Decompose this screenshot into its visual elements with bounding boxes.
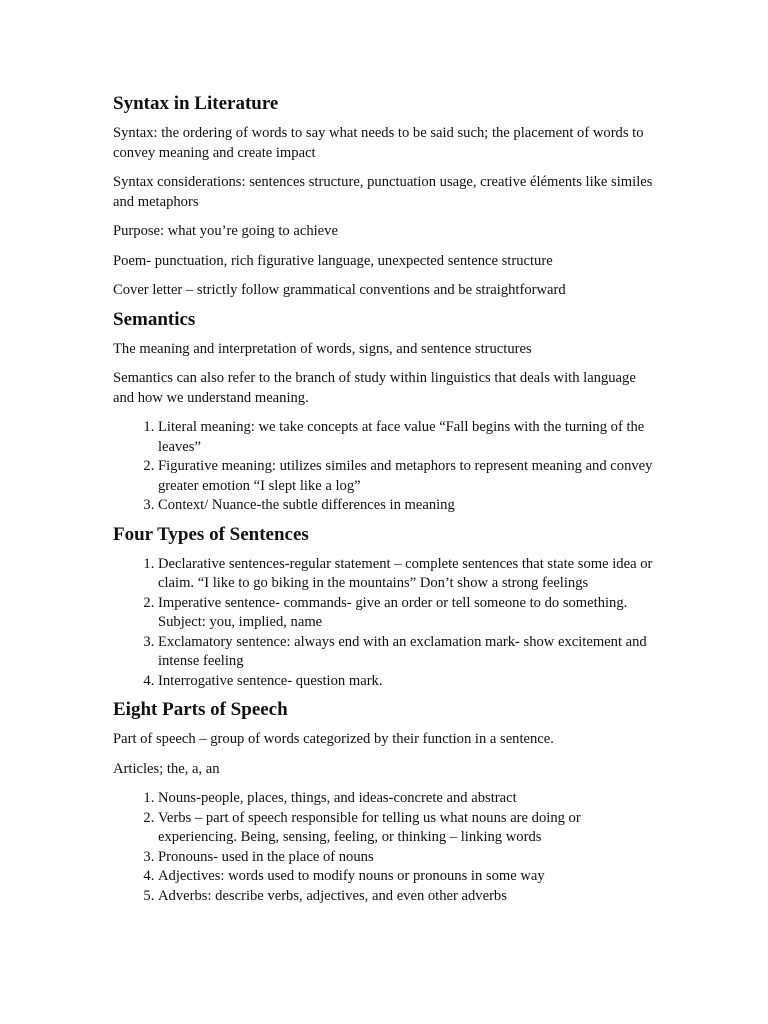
- document-page: [113, 91, 658, 906]
- paragraph-cover-letter: Cover letter – strictly follow grammatical conventions and be straightforward: [113, 282, 566, 298]
- paragraph-syntax-definition: Syntax: the ordering of words to say what needs to be said such; the placement of words to convey meaning and create impact: [113, 125, 644, 161]
- paragraph-part-of-speech: Part of speech – group of words categorized by their function in a sentence.: [113, 731, 554, 747]
- list-item: 3. Exclamatory sentence: always end with an exclamation mark- show excitement and intense feeling: [158, 633, 658, 672]
- list-item: 1. Nouns-people, places, things, and ideas-concrete and abstract: [158, 789, 658, 809]
- paragraph-semantics-linguistics: Semantics can also refer to the branch of study within linguistics that deals with language and how we understand meaning.: [113, 370, 636, 406]
- list-item: 4. Interrogative sentence- question mark.: [158, 672, 658, 692]
- paragraph-poem: Poem- punctuation, rich figurative language, unexpected sentence structure: [113, 252, 553, 269]
- list-item: 2. Verbs – part of speech responsible for telling us what nouns are doing or experiencing. Being, sensing, feeling, or thinking – linking words: [158, 809, 658, 848]
- heading-syntax-in-literature: Syntax in Literature: [113, 93, 279, 114]
- paragraph-semantics-meaning: The meaning and interpretation of words, signs, and sentence structures: [113, 340, 532, 357]
- list-item: 4. Adjectives: words used to modify nouns or pronouns in some way: [158, 867, 658, 887]
- list-item: 3. Pronouns- used in the place of nouns: [158, 848, 658, 868]
- list-item: 2. Imperative sentence- commands- give an order or tell someone to do something. Subject: you, implied, name: [158, 594, 658, 633]
- sentence-types-list: [113, 555, 658, 692]
- list-item: 1. Declarative sentences-regular statement – complete sentences that state some idea or claim. “I like to go biking in the mountains” Don’t show a strong feelings: [158, 555, 658, 594]
- list-item: 1. Literal meaning: we take concepts at face value “Fall begins with the turning of the leaves”: [158, 418, 658, 457]
- semantics-list: [113, 418, 658, 516]
- paragraph-syntax-considerations: Syntax considerations: sentences structure, punctuation usage, creative éléments like similes and metaphors: [113, 174, 653, 210]
- list-item: 3. Context/ Nuance-the subtle differences in meaning: [158, 496, 658, 516]
- paragraph-purpose: Purpose: what you’re going to achieve: [113, 223, 338, 239]
- list-item: 5. Adverbs: describe verbs, adjectives, and even other adverbs: [158, 887, 658, 907]
- heading-semantics: Semantics: [113, 308, 196, 330]
- heading-four-types-of-sentences: Four Types of Sentences: [113, 523, 309, 545]
- list-item: 2. Figurative meaning: utilizes similes and metaphors to represent meaning and convey greater emotion “I slept like a log”: [158, 457, 658, 496]
- parts-of-speech-list: [113, 789, 658, 906]
- paragraph-articles: Articles; the, a, an: [113, 760, 220, 777]
- heading-eight-parts-of-speech: Eight Parts of Speech: [113, 699, 288, 720]
